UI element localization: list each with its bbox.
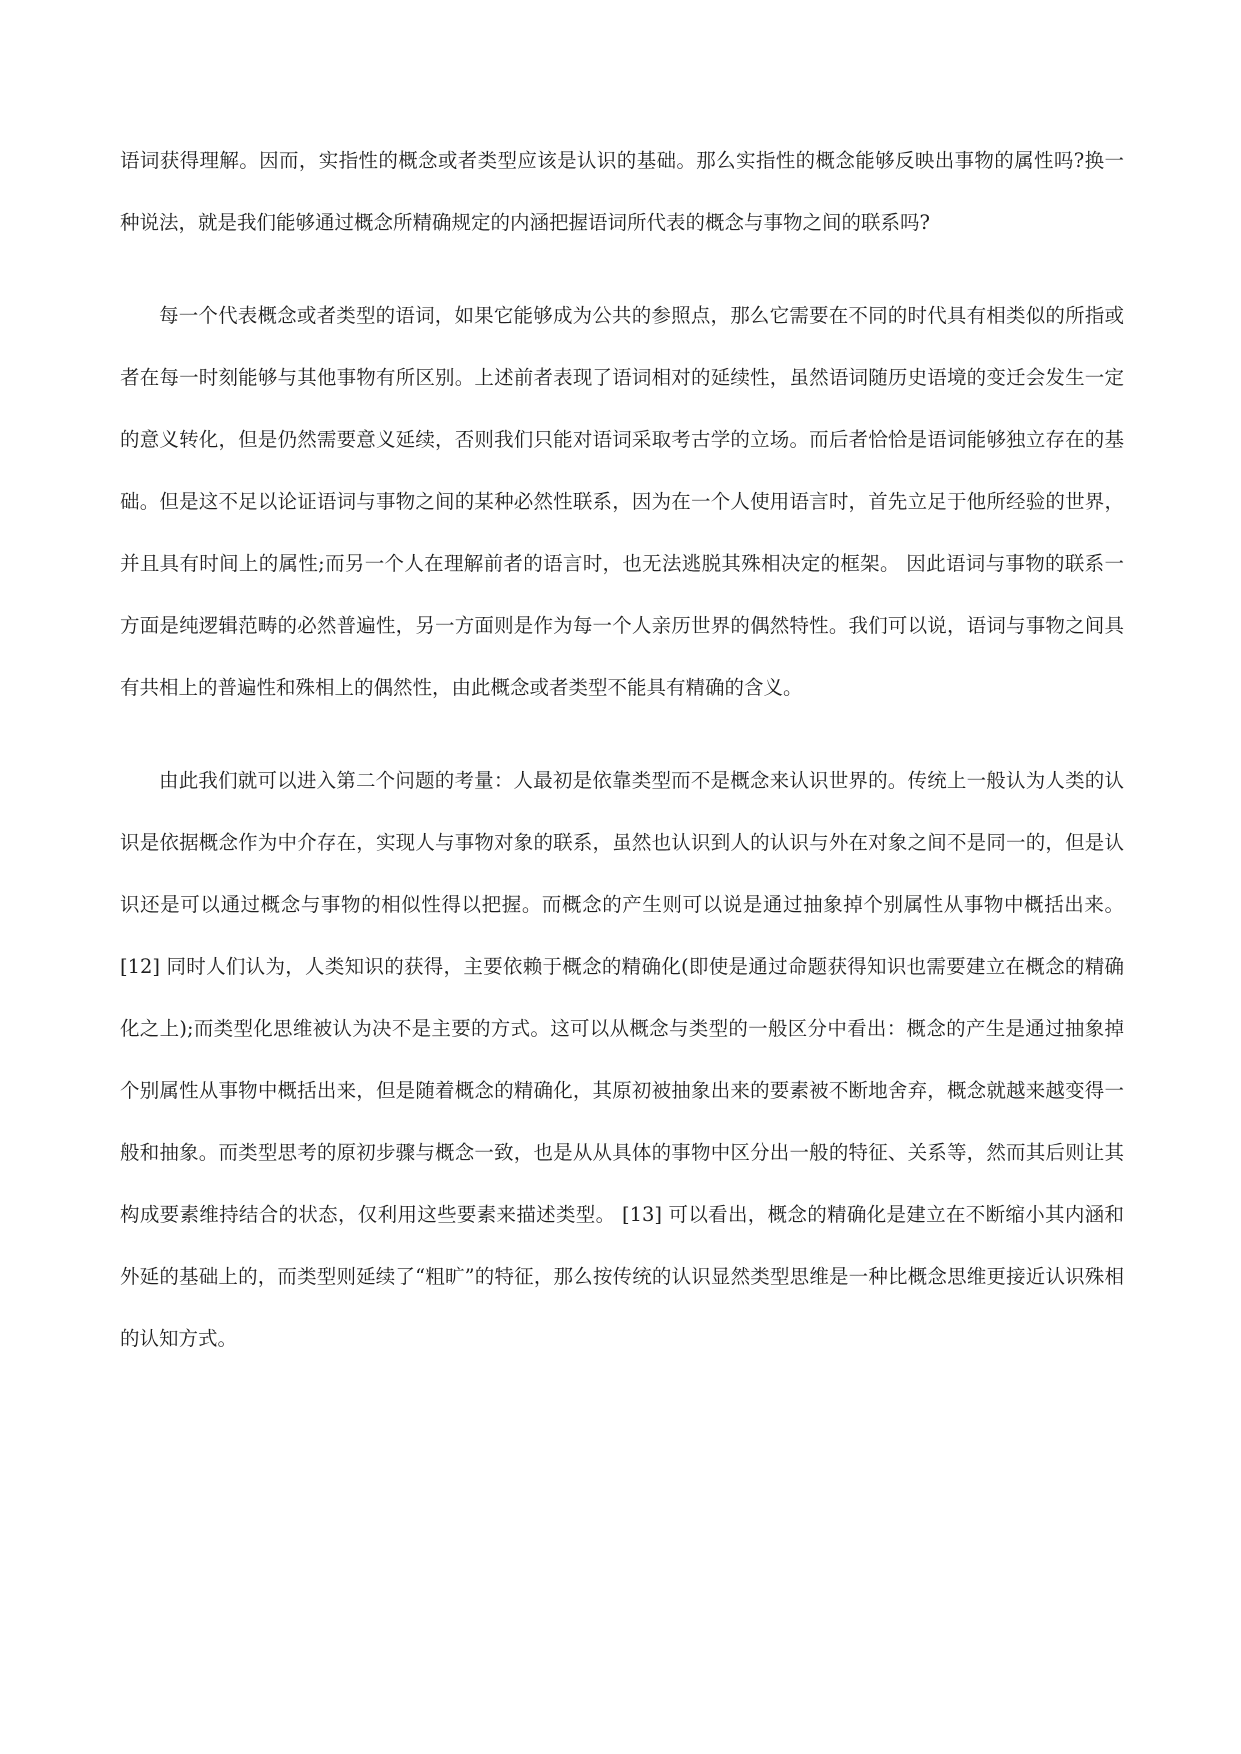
document-body: [120, 130, 1124, 1370]
paragraph-3: 由此我们就可以进入第二个问题的考量：人最初是依靠类型而不是概念来认识世界的。传统上一般认为人类的认识是依据概念作为中介存在，实现人与事物对象的联系，虽然也认识到人的认识与外在对象之间不是同一的，但是认识还是可以通过概念与事物的相似性得以把握。而概念的产生则可以说是通过抽象掉个别属性从事物中概括出来。 [12] 同时人们认为，人类知识的获得，主要依赖于概念的精确化(即使是通过命题获得知识也需要建立在概念的精确化之上);而类型化思维被认为决不是主要的方式。这可以从概念与类型的一般区分中看出：概念的产生是通过抽象掉个别属性从事物中概括出来，但是随着概念的精确化，其原初被抽象出来的要素被不断地舍弃，概念就越来越变得一般和抽象。而类型思考的原初步骤与概念一致，也是从从具体的事物中区分出一般的特征、关系等，然而其后则让其构成要素维持结合的状态，仅利用这些要素来描述类型。 [13] 可以看出，概念的精确化是建立在不断缩小其内涵和外延的基础上的，而类型则延续了“粗旷”的特征，那么按传统的认识显然类型思维是一种比概念思维更接近认识殊相的认知方式。: [120, 769, 1124, 1350]
paragraph-1: 语词获得理解。因而，实指性的概念或者类型应该是认识的基础。那么实指性的概念能够反映出事物的属性吗?换一种说法，就是我们能够通过概念所精确规定的内涵把握语词所代表的概念与事物之间的联系吗?: [120, 149, 1124, 234]
paragraph-2: 每一个代表概念或者类型的语词，如果它能够成为公共的参照点，那么它需要在不同的时代具有相类似的所指或者在每一时刻能够与其他事物有所区别。上述前者表现了语词相对的延续性，虽然语词随历史语境的变迁会发生一定的意义转化，但是仍然需要意义延续，否则我们只能对语词采取考古学的立场。而后者恰恰是语词能够独立存在的基础。但是这不足以论证语词与事物之间的某种必然性联系，因为在一个人使用语言时，首先立足于他所经验的世界，并且具有时间上的属性;而另一个人在理解前者的语言时，也无法逃脱其殊相决定的框架。 因此语词与事物的联系一方面是纯逻辑范畴的必然普遍性，另一方面则是作为每一个人亲历世界的偶然特性。我们可以说，语词与事物之间具有共相上的普遍性和殊相上的偶然性，由此概念或者类型不能具有精确的含义。: [120, 304, 1124, 699]
